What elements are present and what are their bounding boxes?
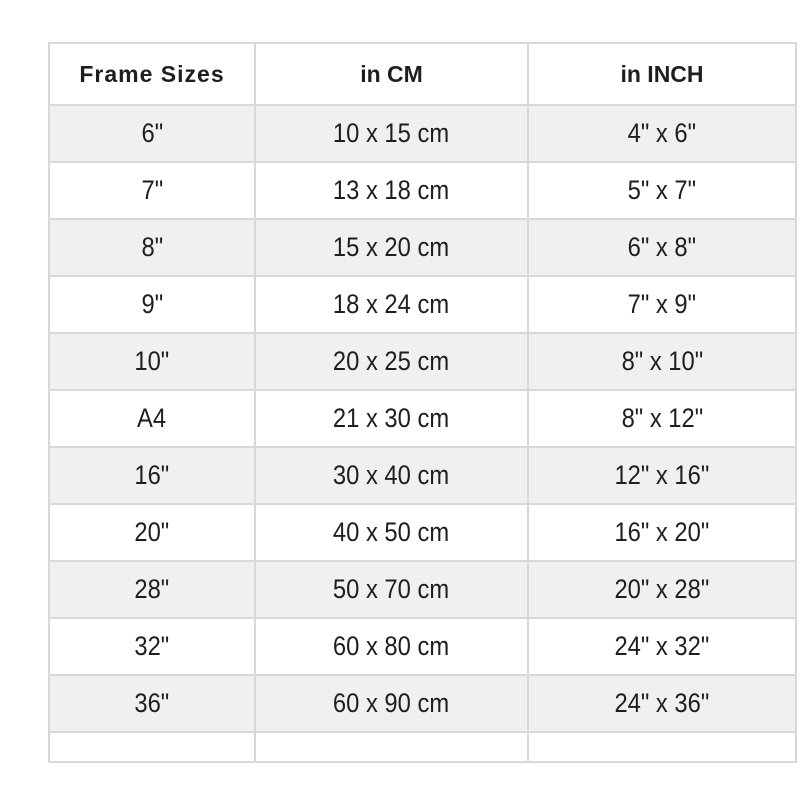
cell-frame-size: 7" — [49, 162, 255, 219]
cell-empty — [255, 732, 528, 762]
cell-size-cm: 20 x 25 cm — [255, 333, 528, 390]
cell-size-inch: 4" x 6" — [528, 105, 796, 162]
table-header-row — [49, 43, 796, 105]
table-row — [49, 447, 796, 504]
header-frame-sizes: Frame Sizes — [49, 43, 255, 105]
table-row — [49, 675, 796, 732]
table-row — [49, 504, 796, 561]
cell-size-inch: 24" x 32" — [528, 618, 796, 675]
cell-frame-size: 20" — [49, 504, 255, 561]
cell-size-cm: 10 x 15 cm — [255, 105, 528, 162]
cell-size-cm: 40 x 50 cm — [255, 504, 528, 561]
cell-size-inch: 12" x 16" — [528, 447, 796, 504]
cell-size-inch: 20" x 28" — [528, 561, 796, 618]
cell-frame-size: 28" — [49, 561, 255, 618]
cell-size-inch: 16" x 20" — [528, 504, 796, 561]
frame-size-table — [48, 42, 797, 763]
header-in-inch: in INCH — [528, 43, 796, 105]
cell-size-inch: 8" x 10" — [528, 333, 796, 390]
cell-size-cm: 15 x 20 cm — [255, 219, 528, 276]
cell-size-inch: 5" x 7" — [528, 162, 796, 219]
cell-size-cm: 60 x 90 cm — [255, 675, 528, 732]
cell-frame-size: 36" — [49, 675, 255, 732]
table-row — [49, 390, 796, 447]
cell-frame-size: 32" — [49, 618, 255, 675]
cell-size-cm: 18 x 24 cm — [255, 276, 528, 333]
cell-empty — [49, 732, 255, 762]
cell-frame-size: 8" — [49, 219, 255, 276]
table-row — [49, 561, 796, 618]
cell-size-cm: 50 x 70 cm — [255, 561, 528, 618]
table-row — [49, 276, 796, 333]
cell-frame-size: 16" — [49, 447, 255, 504]
table-row — [49, 333, 796, 390]
cell-frame-size: A4 — [49, 390, 255, 447]
table-row-empty — [49, 732, 796, 762]
header-in-cm: in CM — [255, 43, 528, 105]
cell-frame-size: 10" — [49, 333, 255, 390]
cell-frame-size: 9" — [49, 276, 255, 333]
cell-frame-size: 6" — [49, 105, 255, 162]
table-row — [49, 618, 796, 675]
cell-size-inch: 24" x 36" — [528, 675, 796, 732]
cell-size-cm: 13 x 18 cm — [255, 162, 528, 219]
cell-size-inch: 7" x 9" — [528, 276, 796, 333]
cell-empty — [528, 732, 796, 762]
table-row — [49, 162, 796, 219]
cell-size-cm: 30 x 40 cm — [255, 447, 528, 504]
cell-size-cm: 60 x 80 cm — [255, 618, 528, 675]
table-row — [49, 105, 796, 162]
cell-size-inch: 6" x 8" — [528, 219, 796, 276]
table-row — [49, 219, 796, 276]
cell-size-cm: 21 x 30 cm — [255, 390, 528, 447]
cell-size-inch: 8" x 12" — [528, 390, 796, 447]
